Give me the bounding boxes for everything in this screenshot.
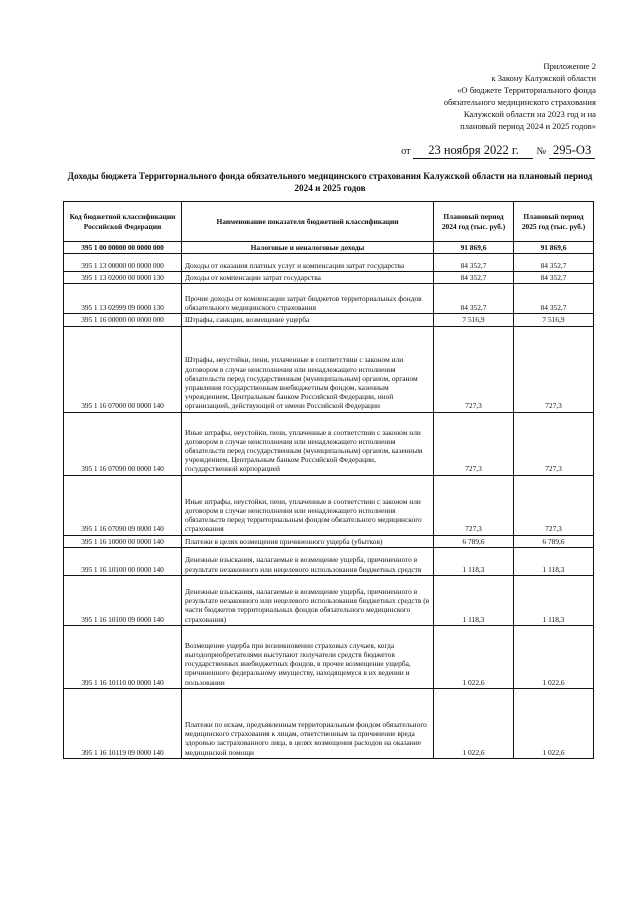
row-name: Доходы от оказания платных услуг и компенсации затрат государства bbox=[182, 254, 434, 272]
from-label: от bbox=[401, 146, 411, 157]
table-row bbox=[64, 254, 594, 272]
header-name: Наименование показателя бюджетной классификации bbox=[182, 202, 434, 242]
row-value-2024: 1 022,6 bbox=[434, 688, 514, 758]
row-name: Штрафы, неустойки, пени, уплаченные в соответствии с законом или договором в случае неисполнения или ненадлежащего исполнения обязательств перед государственным (муниципальным) органом, органом управления государственным внебюджетным фондом, казенным учреждением, Центральным банком Российской Федерации, иной организацией, действующей от имени Российской Федерации bbox=[182, 326, 434, 412]
table-header-row bbox=[64, 202, 594, 242]
row-name: Иные штрафы, неустойки, пени, уплаченные в соответствии с законом или договором в случае неисполнения или ненадлежащего исполнения обязательств перед государственным (муниципальным) органом, казенным учреждением, Центральным банком Российской Федерации, государственной корпорацией bbox=[182, 412, 434, 475]
table-row bbox=[64, 272, 594, 284]
table-row bbox=[64, 575, 594, 625]
row-value-2024: 727,3 bbox=[434, 475, 514, 535]
row-code: 395 1 00 00000 00 0000 000 bbox=[64, 242, 182, 254]
row-name: Налоговые и неналоговые доходы bbox=[182, 242, 434, 254]
appendix-line: обязательного медицинского страхования bbox=[443, 97, 596, 107]
table-row bbox=[64, 242, 594, 254]
header-2024: Плановый период 2024 год (тыс. руб.) bbox=[434, 202, 514, 242]
row-name: Платежи в целях возмещения причиненного ущерба (убытков) bbox=[182, 535, 434, 547]
table-row bbox=[64, 535, 594, 547]
row-value-2025: 1 118,3 bbox=[514, 575, 594, 625]
row-code: 395 1 16 10100 00 0000 140 bbox=[64, 547, 182, 575]
row-code: 395 1 16 10110 00 0000 140 bbox=[64, 625, 182, 688]
row-value-2025: 727,3 bbox=[514, 475, 594, 535]
row-value-2024: 1 022,6 bbox=[434, 625, 514, 688]
row-value-2024: 727,3 bbox=[434, 412, 514, 475]
row-value-2025: 1 022,6 bbox=[514, 625, 594, 688]
row-value-2024: 84 352,7 bbox=[434, 272, 514, 284]
row-value-2025: 6 789,6 bbox=[514, 535, 594, 547]
law-date: 23 ноября 2022 г. bbox=[413, 143, 533, 159]
table-row bbox=[64, 412, 594, 475]
row-value-2025: 1 118,3 bbox=[514, 547, 594, 575]
row-name: Доходы от компенсации затрат государства bbox=[182, 272, 434, 284]
document-title: Доходы бюджета Территориального фонда обязательного медицинского страхования Калужской области на плановый период 2024 и 2025 годов bbox=[67, 171, 593, 193]
row-name: Прочие доходы от компенсации затрат бюджетов территориальных фондов обязательного медицинского страхования bbox=[182, 284, 434, 314]
table-row bbox=[64, 688, 594, 758]
table-row bbox=[64, 475, 594, 535]
row-name: Возмещение ущерба при возникновении страховых случаев, когда выгодоприобретателями выступают получатели средств бюджетов государственных внебюджетных фондов, в прочее возмещение ущерба, причиненного федеральному имуществу, находящемуся в их ведении и пользовании bbox=[182, 625, 434, 688]
row-name: Денежные взыскания, налагаемые в возмещение ущерба, причиненного в результате незаконного или нецелевого использования бюджетных средств (в части бюджетов территориальных фондов обязательного медицинского страхования) bbox=[182, 575, 434, 625]
row-code: 395 1 16 10119 09 0000 140 bbox=[64, 688, 182, 758]
appendix-line: к Закону Калужской области bbox=[491, 73, 596, 83]
header-code: Код бюджетной классификации Российской Федерации bbox=[64, 202, 182, 242]
row-name: Иные штрафы, неустойки, пени, уплаченные в соответствии с законом или договором в случае неисполнения или ненадлежащего исполнения обязательств перед территориальным фондом обязательного медицинского страхования bbox=[182, 475, 434, 535]
row-name: Платежи по искам, предъявленным территориальным фондом обязательного медицинского страхования к лицам, ответственным за причинение вреда здоровью застрахованного лица, в целях возмещения расходов на оказание медицинской помощи bbox=[182, 688, 434, 758]
row-value-2025: 84 352,7 bbox=[514, 272, 594, 284]
table-row bbox=[64, 314, 594, 326]
table-row bbox=[64, 284, 594, 314]
row-value-2025: 7 516,9 bbox=[514, 314, 594, 326]
revenue-table bbox=[63, 201, 594, 759]
row-value-2024: 1 118,3 bbox=[434, 547, 514, 575]
appendix-line: Приложение 2 bbox=[543, 61, 596, 71]
row-code: 395 1 16 00000 00 0000 000 bbox=[64, 314, 182, 326]
row-value-2025: 84 352,7 bbox=[514, 254, 594, 272]
row-value-2024: 91 869,6 bbox=[434, 242, 514, 254]
row-value-2024: 1 118,3 bbox=[434, 575, 514, 625]
row-value-2025: 91 869,6 bbox=[514, 242, 594, 254]
row-code: 395 1 13 02000 00 0000 130 bbox=[64, 272, 182, 284]
appendix-line: «О бюджете Территориального фонда bbox=[457, 85, 596, 95]
row-code: 395 1 16 07090 09 0000 140 bbox=[64, 475, 182, 535]
row-value-2025: 1 022,6 bbox=[514, 688, 594, 758]
table-row bbox=[64, 625, 594, 688]
row-code: 395 1 13 00000 00 0000 000 bbox=[64, 254, 182, 272]
row-value-2024: 84 352,7 bbox=[434, 284, 514, 314]
header-2025: Плановый период 2025 год (тыс. руб.) bbox=[514, 202, 594, 242]
row-value-2025: 727,3 bbox=[514, 326, 594, 412]
row-name: Денежные взыскания, налагаемые в возмещение ущерба, причиненного в результате незаконного или нецелевого использования бюджетных средств bbox=[182, 547, 434, 575]
row-name: Штрафы, санкции, возмещение ущерба bbox=[182, 314, 434, 326]
row-value-2024: 7 516,9 bbox=[434, 314, 514, 326]
appendix-line: Калужской области на 2023 год и на bbox=[463, 109, 596, 119]
row-code: 395 1 16 10000 00 0000 140 bbox=[64, 535, 182, 547]
appendix-line: плановый период 2024 и 2025 годов» bbox=[460, 121, 596, 131]
law-reference bbox=[401, 143, 598, 159]
row-value-2024: 6 789,6 bbox=[434, 535, 514, 547]
number-label: № bbox=[536, 146, 546, 157]
row-code: 395 1 16 07000 00 0000 140 bbox=[64, 326, 182, 412]
row-code: 395 1 16 10100 09 0000 140 bbox=[64, 575, 182, 625]
row-value-2025: 84 352,7 bbox=[514, 284, 594, 314]
row-code: 395 1 16 07090 00 0000 140 bbox=[64, 412, 182, 475]
appendix-note bbox=[316, 60, 596, 132]
table-row bbox=[64, 326, 594, 412]
row-value-2024: 727,3 bbox=[434, 326, 514, 412]
row-value-2024: 84 352,7 bbox=[434, 254, 514, 272]
row-value-2025: 727,3 bbox=[514, 412, 594, 475]
row-code: 395 1 13 02999 09 0000 130 bbox=[64, 284, 182, 314]
law-number: 295-ОЗ bbox=[549, 143, 595, 159]
table-row bbox=[64, 547, 594, 575]
